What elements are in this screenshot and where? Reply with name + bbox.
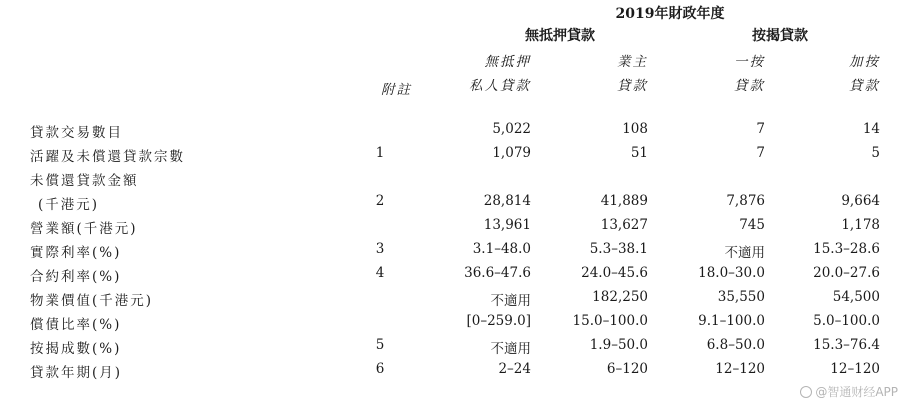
table-cell: 13,961 xyxy=(483,217,531,233)
column-header-unsecured-line1: 無抵押 xyxy=(484,54,531,70)
column-header-unsecured-line2: 私人貸款 xyxy=(469,78,531,94)
row-label: 按揭成數(%) xyxy=(30,341,122,357)
row-label: 實際利率(%) xyxy=(30,245,122,261)
table-cell: 12–120 xyxy=(715,361,765,377)
table-title: 2019年財政年度 xyxy=(615,6,725,22)
row-note: 4 xyxy=(375,265,385,281)
group-header-mortgage: 按揭貸款 xyxy=(752,28,808,44)
table-cell: 2–24 xyxy=(498,361,531,377)
table-cell: 15.0–100.0 xyxy=(572,313,648,329)
row-label: 未償還貸款金額 xyxy=(30,173,139,189)
row-label: 貸款交易數目 xyxy=(30,125,123,141)
table-cell: 14 xyxy=(862,121,880,137)
table-cell: 41,889 xyxy=(600,193,648,209)
row-label: (千港元) xyxy=(38,197,100,213)
row-note: 6 xyxy=(375,361,385,377)
table-cell: 20.0–27.6 xyxy=(813,265,880,281)
row-note: 5 xyxy=(375,337,385,353)
table-cell: 7 xyxy=(756,121,765,137)
table-cell: 15.3–76.4 xyxy=(813,337,880,353)
table-cell: 6–120 xyxy=(606,361,648,377)
table-cell: [0–259.0] xyxy=(466,313,531,329)
table-cell: 36.6–47.6 xyxy=(464,265,531,281)
column-header-note: 附註 xyxy=(381,82,412,98)
table-cell: 5 xyxy=(871,145,880,161)
watermark xyxy=(800,383,898,400)
table-cell: 6.8–50.0 xyxy=(706,337,765,353)
watermark-text: @智通财经APP xyxy=(815,385,898,399)
row-label: 合約利率(%) xyxy=(30,269,122,285)
column-header-second-mortgage-line1: 加按 xyxy=(849,54,880,70)
table-cell: 7,876 xyxy=(726,193,765,209)
table-cell: 54,500 xyxy=(832,289,880,305)
table-cell: 9,664 xyxy=(841,193,880,209)
column-header-owner-line1: 業主 xyxy=(617,54,648,70)
row-label: 物業價值(千港元) xyxy=(30,293,154,309)
table-cell: 1.9–50.0 xyxy=(589,337,648,353)
table-cell: 不適用 xyxy=(490,341,531,357)
table-cell: 不適用 xyxy=(724,245,765,261)
column-header-second-mortgage-line2: 貸款 xyxy=(849,78,880,94)
row-note: 3 xyxy=(375,241,385,257)
row-label: 營業額(千港元) xyxy=(30,221,138,237)
table-cell: 9.1–100.0 xyxy=(698,313,765,329)
row-label: 償債比率(%) xyxy=(30,317,122,333)
table-cell: 35,550 xyxy=(717,289,765,305)
table-cell: 5.0–100.0 xyxy=(813,313,880,329)
column-header-first-mortgage-line2: 貸款 xyxy=(734,78,765,94)
row-note: 2 xyxy=(375,193,385,209)
table-cell: 5,022 xyxy=(492,121,531,137)
column-header-owner-line2: 貸款 xyxy=(617,78,648,94)
table-cell: 182,250 xyxy=(592,289,648,305)
table-cell: 745 xyxy=(739,217,765,233)
table-cell: 7 xyxy=(756,145,765,161)
table-cell: 5.3–38.1 xyxy=(589,241,648,257)
table-cell: 3.1–48.0 xyxy=(472,241,531,257)
watermark-logo-icon xyxy=(800,386,812,398)
row-note: 1 xyxy=(375,145,385,161)
table-cell: 1,178 xyxy=(841,217,880,233)
table-cell: 不適用 xyxy=(490,293,531,309)
group-header-unsecured: 無抵押貸款 xyxy=(525,28,595,44)
row-label: 活躍及未償還貸款宗數 xyxy=(30,149,185,165)
table-cell: 24.0–45.6 xyxy=(581,265,648,281)
table-cell: 15.3–28.6 xyxy=(813,241,880,257)
table-cell: 13,627 xyxy=(600,217,648,233)
table-cell: 28,814 xyxy=(483,193,531,209)
table-cell: 12–120 xyxy=(830,361,880,377)
column-header-first-mortgage-line1: 一按 xyxy=(734,54,765,70)
table-cell: 18.0–30.0 xyxy=(698,265,765,281)
row-label: 貸款年期(月) xyxy=(30,365,123,381)
table-cell: 108 xyxy=(622,121,648,137)
table-cell: 1,079 xyxy=(492,145,531,161)
table-cell: 51 xyxy=(630,145,648,161)
